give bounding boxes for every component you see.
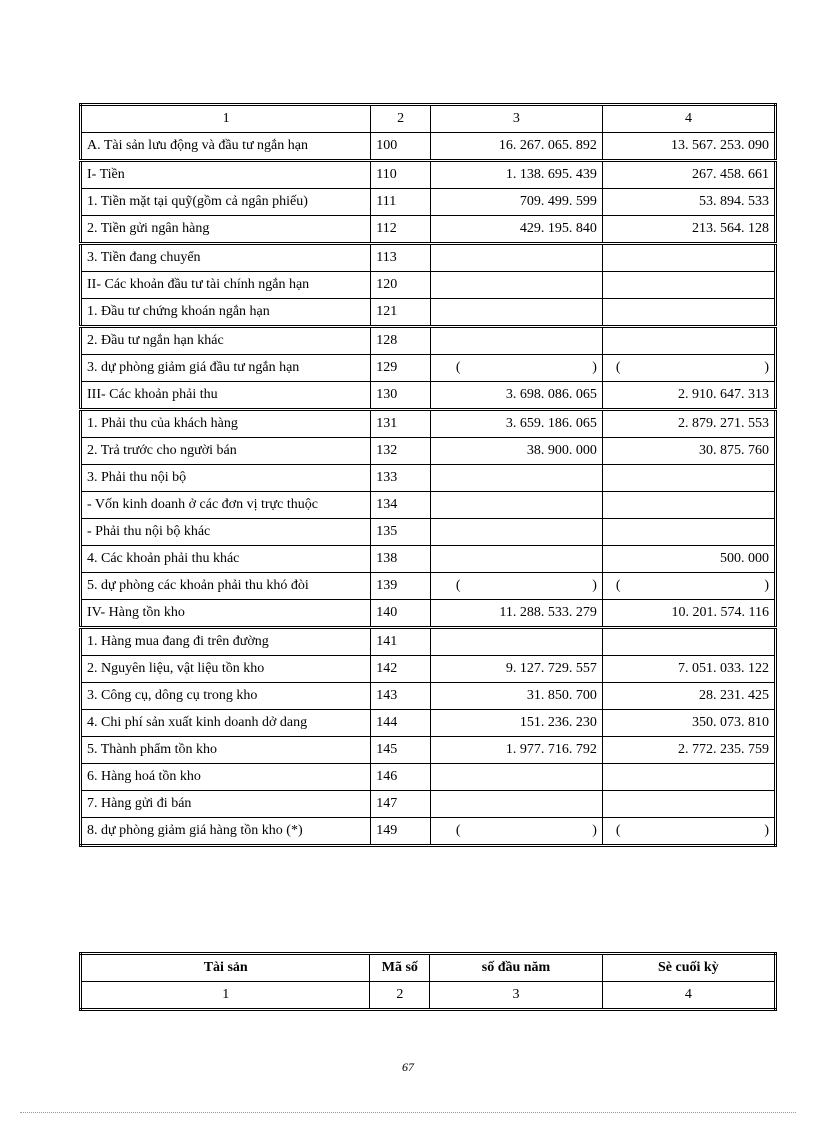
table-row: [81, 272, 776, 299]
paren-close: ): [764, 360, 769, 375]
table-row: [81, 465, 776, 492]
item-code: 139: [371, 573, 431, 600]
paren-open: (: [615, 823, 621, 838]
item-code: 110: [371, 161, 431, 189]
end-value: 500. 000: [602, 546, 775, 573]
table-row: [81, 600, 776, 628]
end-value: 2. 772. 235. 759: [602, 737, 775, 764]
item-code: 135: [371, 519, 431, 546]
footer-divider: [20, 1112, 796, 1113]
column-number: 4: [602, 982, 775, 1010]
column-number: 2: [371, 105, 431, 133]
item-name: 4. Chi phí sản xuất kinh doanh dở dang: [81, 710, 371, 737]
table-row: [81, 382, 776, 410]
item-code: 134: [371, 492, 431, 519]
paren-close: ): [592, 578, 597, 593]
table-row: [81, 244, 776, 272]
item-name: A. Tài sản lưu động và đầu tư ngắn hạn: [81, 133, 371, 161]
item-name: 1. Hàng mua đang đi trên đường: [81, 628, 371, 656]
end-value: [602, 244, 775, 272]
item-name: 2. Nguyên liệu, vật liệu tồn kho: [81, 656, 371, 683]
end-value: 10. 201. 574. 116: [602, 600, 775, 628]
item-code: 147: [371, 791, 431, 818]
table-row: [81, 492, 776, 519]
item-code: 112: [371, 216, 431, 244]
item-name: III- Các khoản phải thu: [81, 382, 371, 410]
begin-value: [430, 791, 602, 818]
begin-value: [430, 546, 602, 573]
column-number-row: [81, 982, 776, 1010]
paren-open: (: [455, 360, 461, 375]
item-name: 4. Các khoản phải thu khác: [81, 546, 371, 573]
begin-value: 31. 850. 700: [430, 683, 602, 710]
table-row: [81, 656, 776, 683]
table-row: [81, 737, 776, 764]
item-code: 142: [371, 656, 431, 683]
column-number: 1: [81, 105, 371, 133]
column-number: 3: [430, 982, 602, 1010]
end-value: [602, 764, 775, 791]
item-code: 133: [371, 465, 431, 492]
table-row: [81, 216, 776, 244]
item-name: 2. Trả trước cho người bán: [81, 438, 371, 465]
column-number: 4: [602, 105, 775, 133]
table-row: [81, 133, 776, 161]
end-value: [602, 628, 775, 656]
end-value: [602, 519, 775, 546]
item-code: 149: [371, 818, 431, 846]
paren-close: ): [592, 360, 597, 375]
begin-value: 9. 127. 729. 557: [430, 656, 602, 683]
item-name: 3. Công cụ, dông cụ trong kho: [81, 683, 371, 710]
item-code: 129: [371, 355, 431, 382]
begin-value: 151. 236. 230: [430, 710, 602, 737]
item-code: 120: [371, 272, 431, 299]
table-row: [81, 410, 776, 438]
item-code: 132: [371, 438, 431, 465]
item-name: 3. Tiền đang chuyển: [81, 244, 371, 272]
column-number: 1: [81, 982, 370, 1010]
item-code: 145: [371, 737, 431, 764]
item-name: 5. dự phòng các khoản phải thu khó đòi: [81, 573, 371, 600]
item-code: 141: [371, 628, 431, 656]
table-row: [81, 161, 776, 189]
item-name: 8. dự phòng giảm giá hàng tồn kho (*): [81, 818, 371, 846]
item-name: - Phải thu nội bộ khác: [81, 519, 371, 546]
begin-value: 1. 977. 716. 792: [430, 737, 602, 764]
end-value: 7. 051. 033. 122: [602, 656, 775, 683]
header-begin-year: số đầu năm: [430, 954, 602, 982]
begin-value: 429. 195. 840: [430, 216, 602, 244]
end-value: 2. 879. 271. 553: [602, 410, 775, 438]
paren-open: (: [615, 578, 621, 593]
item-code: 111: [371, 189, 431, 216]
item-name: 1. Đầu tư chứng khoán ngắn hạn: [81, 299, 371, 327]
table-row: [81, 573, 776, 600]
begin-value: 1. 138. 695. 439: [430, 161, 602, 189]
table-row: [81, 818, 776, 846]
item-name: 1. Tiền mặt tại quỹ(gồm cả ngân phiếu): [81, 189, 371, 216]
table-row: [81, 189, 776, 216]
item-name: 3. dự phòng giảm giá đầu tư ngắn hạn: [81, 355, 371, 382]
end-value: 2. 910. 647. 313: [602, 382, 775, 410]
item-name: 2. Tiền gửi ngân hàng: [81, 216, 371, 244]
end-value: 267. 458. 661: [602, 161, 775, 189]
end-value: [602, 492, 775, 519]
begin-value: [430, 244, 602, 272]
item-code: 131: [371, 410, 431, 438]
item-code: 143: [371, 683, 431, 710]
begin-value: [430, 519, 602, 546]
item-code: 100: [371, 133, 431, 161]
table-row: [81, 355, 776, 382]
column-number: 2: [370, 982, 430, 1010]
table-row: [81, 438, 776, 465]
item-name: IV- Hàng tồn kho: [81, 600, 371, 628]
end-value: 30. 875. 760: [602, 438, 775, 465]
begin-value: 3. 698. 086. 065: [430, 382, 602, 410]
end-value: [602, 299, 775, 327]
item-name: I- Tiền: [81, 161, 371, 189]
header-end-period: Sè cuối kỳ: [602, 954, 775, 982]
item-code: 144: [371, 710, 431, 737]
item-code: 140: [371, 600, 431, 628]
end-value: [602, 272, 775, 299]
table-row: [81, 764, 776, 791]
header-assets: Tài sản: [81, 954, 370, 982]
end-value: 213. 564. 128: [602, 216, 775, 244]
begin-value: 16. 267. 065. 892: [430, 133, 602, 161]
column-number-row: [81, 105, 776, 133]
item-name: 1. Phải thu của khách hàng: [81, 410, 371, 438]
end-value: [602, 327, 775, 355]
item-code: 130: [371, 382, 431, 410]
end-value: 53. 894. 533: [602, 189, 775, 216]
item-code: 146: [371, 764, 431, 791]
end-value: 350. 073. 810: [602, 710, 775, 737]
begin-value: [430, 272, 602, 299]
item-code: 121: [371, 299, 431, 327]
end-value: [602, 791, 775, 818]
begin-value: [430, 764, 602, 791]
header-row: [81, 954, 776, 982]
table-row: [81, 683, 776, 710]
column-number: 3: [430, 105, 602, 133]
item-code: 113: [371, 244, 431, 272]
begin-value: [430, 355, 602, 382]
paren-open: (: [455, 823, 461, 838]
begin-value: [430, 818, 602, 846]
table-row: [81, 791, 776, 818]
item-name: - Vốn kinh doanh ở các đơn vị trực thuộc: [81, 492, 371, 519]
paren-open: (: [615, 360, 621, 375]
paren-close: ): [764, 823, 769, 838]
page-number: 67: [402, 1060, 414, 1074]
balance-sheet-header-table: [79, 952, 777, 1011]
begin-value: [430, 465, 602, 492]
table-row: [81, 710, 776, 737]
begin-value: 11. 288. 533. 279: [430, 600, 602, 628]
item-name: II- Các khoản đầu tư tài chính ngắn hạn: [81, 272, 371, 299]
end-value: [602, 465, 775, 492]
begin-value: [430, 492, 602, 519]
end-value: [602, 573, 775, 600]
begin-value: [430, 573, 602, 600]
table-row: [81, 519, 776, 546]
item-name: 2. Đầu tư ngắn hạn khác: [81, 327, 371, 355]
item-name: 3. Phải thu nội bộ: [81, 465, 371, 492]
begin-value: [430, 299, 602, 327]
end-value: 28. 231. 425: [602, 683, 775, 710]
balance-sheet-table: [79, 103, 777, 847]
begin-value: 3. 659. 186. 065: [430, 410, 602, 438]
table-row: [81, 628, 776, 656]
begin-value: 38. 900. 000: [430, 438, 602, 465]
table-row: [81, 546, 776, 573]
end-value: 13. 567. 253. 090: [602, 133, 775, 161]
header-code: Mã số: [370, 954, 430, 982]
begin-value: [430, 628, 602, 656]
end-value: [602, 818, 775, 846]
paren-open: (: [455, 578, 461, 593]
paren-close: ): [592, 823, 597, 838]
begin-value: 709. 499. 599: [430, 189, 602, 216]
item-code: 138: [371, 546, 431, 573]
end-value: [602, 355, 775, 382]
item-name: 7. Hàng gửi đi bán: [81, 791, 371, 818]
item-name: 6. Hàng hoá tồn kho: [81, 764, 371, 791]
item-code: 128: [371, 327, 431, 355]
paren-close: ): [764, 578, 769, 593]
table-row: [81, 327, 776, 355]
item-name: 5. Thành phẩm tồn kho: [81, 737, 371, 764]
table-row: [81, 299, 776, 327]
begin-value: [430, 327, 602, 355]
